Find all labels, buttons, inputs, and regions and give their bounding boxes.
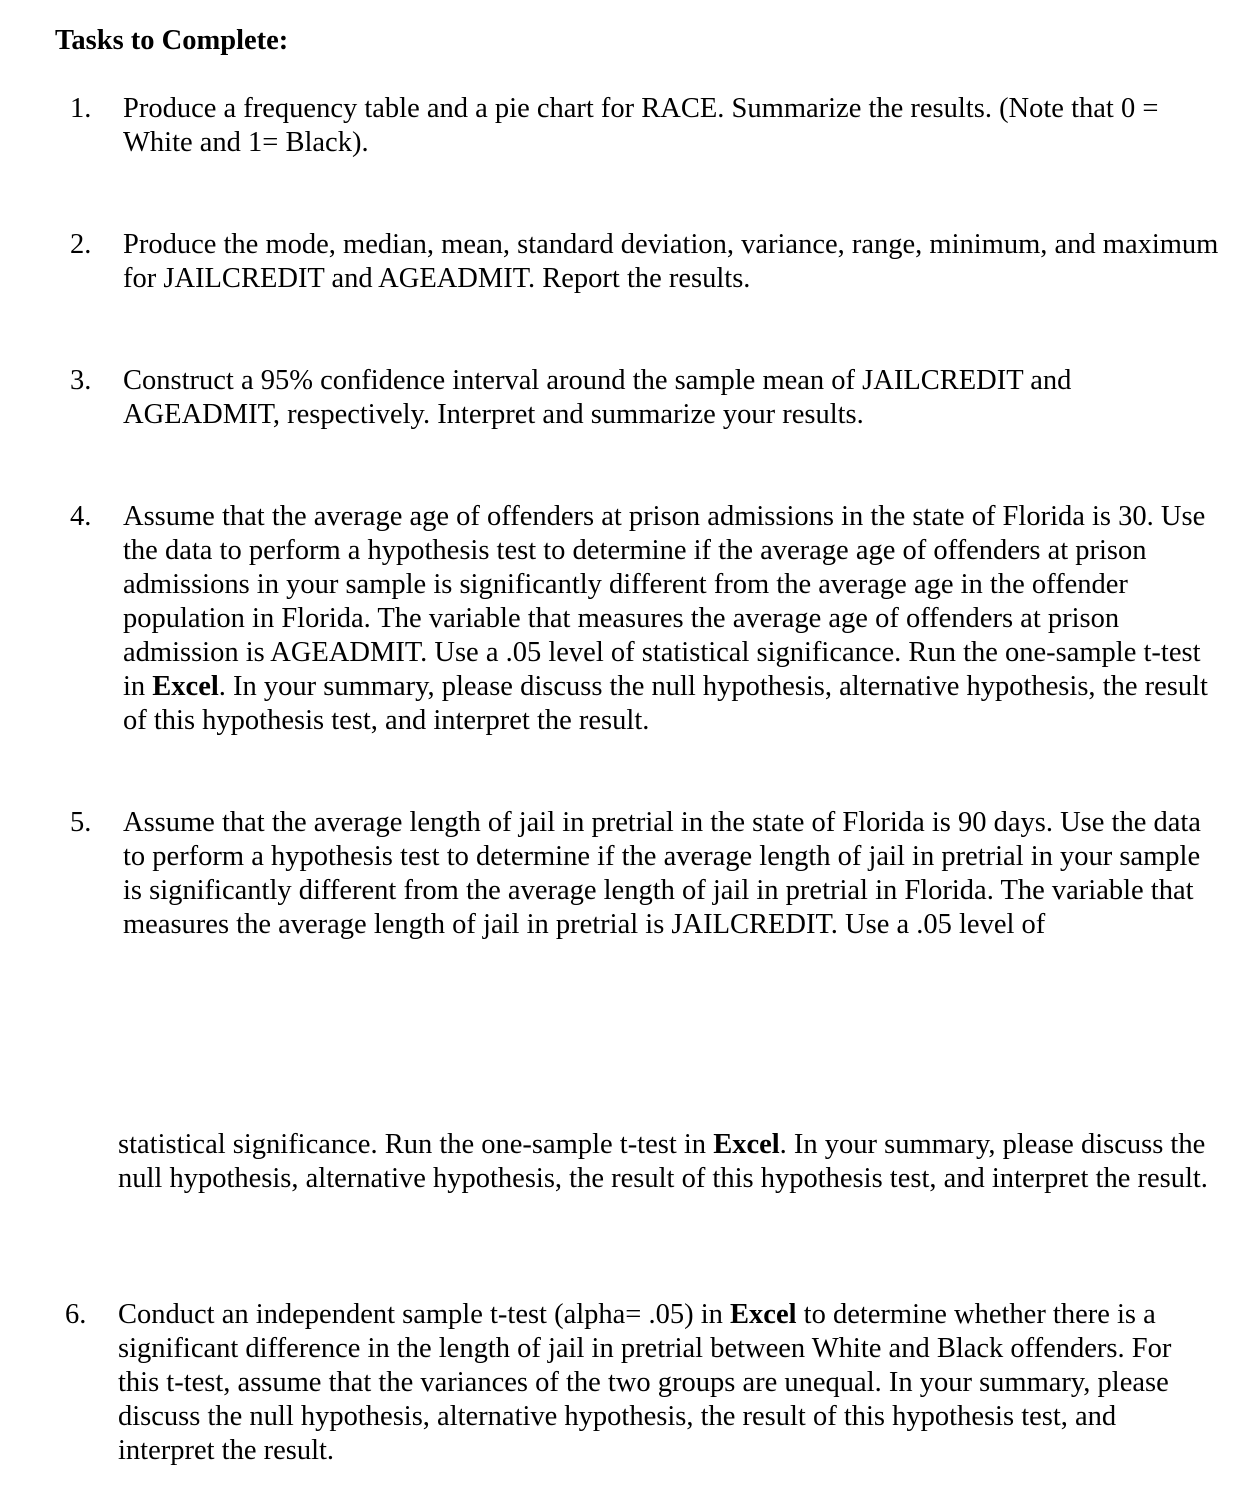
excel-emphasis: Excel bbox=[713, 1129, 780, 1160]
task-text: Assume that the average length of jail in pretrial in the state of Florida is 90 days. Use the data to perform a hypothesis test to determine if the average length of jail in pretrial in your sample is significantly different from the average length of jail in pretrial in Florida. The variable that measures the average length of jail in pretrial is JAILCREDIT. Use a .05 level of bbox=[123, 807, 1201, 940]
task-number: 1. bbox=[70, 93, 92, 124]
task-number: 6. bbox=[65, 1299, 87, 1330]
page-heading: Tasks to Complete: bbox=[55, 25, 289, 56]
task-text-part: Conduct an independent sample t-test (alpha= .05) in bbox=[118, 1299, 731, 1330]
task-text-part: to determine whether there is a significant difference in the length of jail in pretrial between White and Black offenders. For this t-test, assume that the variances of the two groups are unequal. In your summary, please discuss the null hypothesis, alternative hypothesis, the result of this hypothesis test, and interpret the result. bbox=[118, 1299, 1172, 1466]
task-text-part: . In your summary, please discuss the null hypothesis, alternative hypothesis, the result of this hypothesis test, and interpret the result. bbox=[118, 1129, 1208, 1194]
task-text: Produce the mode, median, mean, standard deviation, variance, range, minimum, and maximum for JAILCREDIT and AGEADMIT. Report the results. bbox=[123, 229, 1219, 294]
task-text-part: statistical significance. Run the one-sample t-test in bbox=[118, 1129, 714, 1160]
task-text bbox=[118, 1298, 1215, 1468]
task-text bbox=[123, 500, 1220, 738]
task-number: 4. bbox=[70, 501, 92, 532]
task-text: Produce a frequency table and a pie chart for RACE. Summarize the results. (Note that 0 = White and 1= Black). bbox=[123, 93, 1159, 158]
task-number: 5. bbox=[70, 807, 92, 838]
task-text: Construct a 95% confidence interval around the sample mean of JAILCREDIT and AGEADMIT, respectively. Interpret and summarize your results. bbox=[123, 365, 1072, 430]
task-5-continuation bbox=[118, 1128, 1218, 1196]
excel-emphasis: Excel bbox=[152, 671, 219, 702]
task-number: 3. bbox=[70, 365, 92, 396]
task-text-part: . In your summary, please discuss the null hypothesis, alternative hypothesis, the result of this hypothesis test, and interpret the result. bbox=[123, 671, 1208, 736]
task-number: 2. bbox=[70, 229, 92, 260]
excel-emphasis: Excel bbox=[730, 1299, 797, 1330]
task-text-part: Assume that the average age of offenders at prison admissions in the state of Florida is 30. Use the data to perform a hypothesis test to determine if the average age of offenders at prison admissions in your sample is significantly different from the average age in the offender population in Florida. The variable that measures the average age of offenders at prison admission is AGEADMIT. Use a .05 level of statistical significance. Run the one-sample t-test in bbox=[123, 501, 1206, 702]
